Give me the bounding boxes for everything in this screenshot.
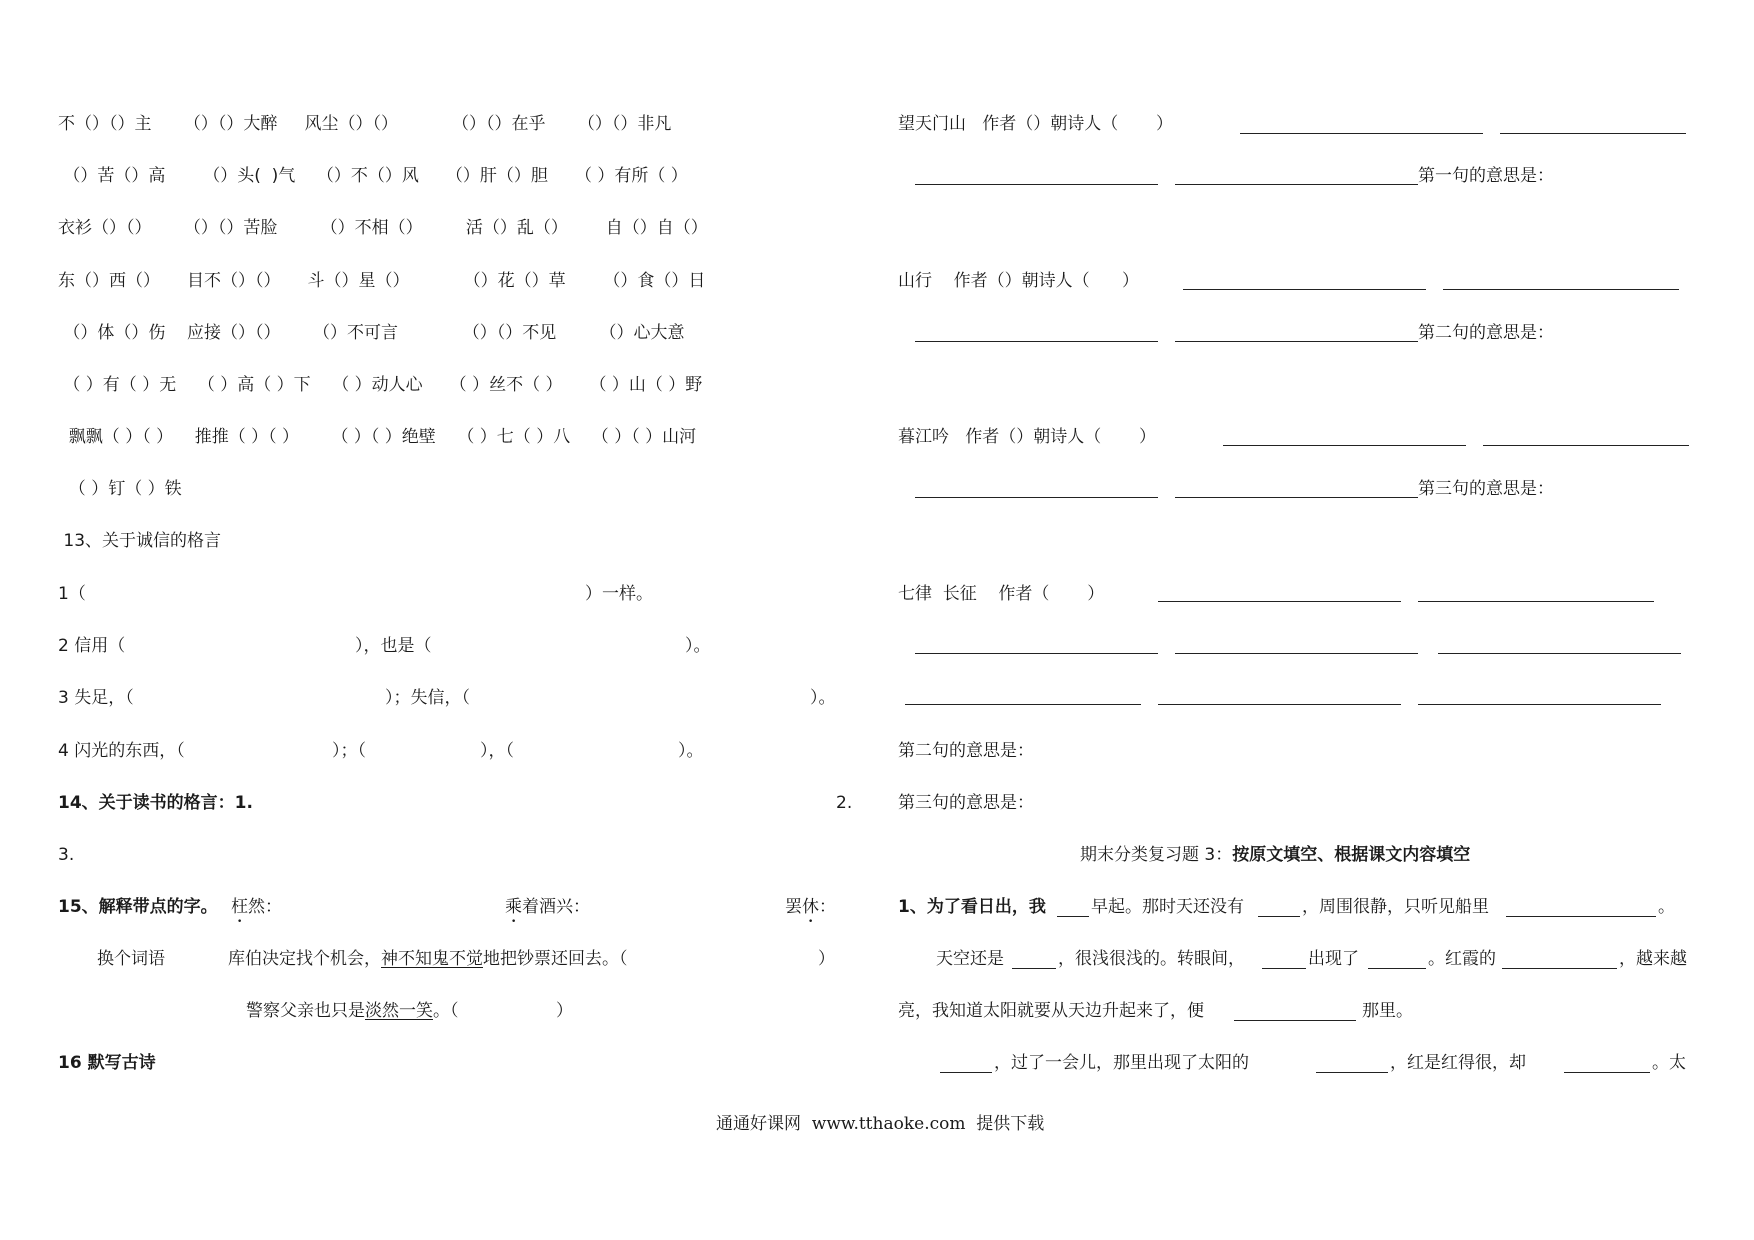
blank-line bbox=[1057, 916, 1089, 917]
idiom-row-6: （ ）有（ ）无 （ ）高（ ）下 （ ）动人心 （ ）丝不（ ） （ ）山（ ）野 bbox=[58, 375, 703, 395]
review-line-3-a: 亮，我知道太阳就要从天边升起来了，便 bbox=[898, 1001, 1204, 1021]
q13-line4-close: ）。 bbox=[678, 741, 704, 761]
answer-line bbox=[915, 653, 1158, 654]
footer-credit: 通通好课网 www.tthaoke.com 提供下载 bbox=[716, 1114, 1045, 1134]
dotted-char: 乘 bbox=[505, 897, 522, 917]
idiom-row-8: （ ）钉（ ）铁 bbox=[58, 479, 182, 499]
review-line-2-d: 。红霞的 bbox=[1428, 949, 1496, 969]
q13-line1-close: ）一样。 bbox=[585, 584, 653, 604]
review-line-4-a: ，过了一会儿，那里出现了太阳的 bbox=[994, 1053, 1249, 1073]
q14-number-2: 2. bbox=[836, 793, 853, 813]
q13-line1-open: 1（ bbox=[58, 584, 86, 604]
review-line-2-a: 天空还是 bbox=[936, 949, 1004, 969]
answer-line bbox=[1175, 341, 1418, 342]
review-title: 期末分类复习题 3：按原文填空、根据课文内容填空 bbox=[1080, 845, 1471, 865]
blank-line bbox=[1502, 968, 1617, 969]
underlined-phrase: 淡然一笑 bbox=[365, 1001, 433, 1021]
idiom-row-1: 不（）（）主 （）（）大醉 风尘（）（） （）（）在乎 （）（）非凡 bbox=[58, 114, 672, 134]
q15-sentence-2: 警察父亲也只是淡然一笑。（ bbox=[246, 1001, 459, 1021]
q13-line3-close: ）。 bbox=[810, 688, 836, 708]
q13-line4-b: ）；（ bbox=[332, 741, 366, 761]
idiom-row-3: 衣衫（）（） （）（）苦脸 （）不相（） 活（）乱（） 自（）自（） bbox=[58, 218, 708, 238]
answer-line bbox=[1500, 133, 1686, 134]
answer-line bbox=[1158, 601, 1401, 602]
poem-4-meaning-3: 第三句的意思是： bbox=[898, 793, 1034, 813]
answer-line bbox=[1223, 445, 1466, 446]
review-line-3-b: 那里。 bbox=[1362, 1001, 1413, 1021]
blank-line bbox=[1262, 968, 1306, 969]
q13-line4-c: ），（ bbox=[480, 741, 514, 761]
answer-line bbox=[1158, 704, 1401, 705]
dotted-char: 枉 bbox=[231, 897, 248, 917]
answer-line bbox=[1483, 445, 1689, 446]
answer-line bbox=[1438, 653, 1681, 654]
q15-sentence-1-close: ） bbox=[818, 949, 835, 969]
answer-line bbox=[1175, 184, 1418, 185]
q15-word-1: 枉然： bbox=[231, 897, 282, 917]
poem-2-header: 山行 作者（）朝诗人（ ） bbox=[898, 271, 1140, 291]
review-line-2-e: ，越来越 bbox=[1619, 949, 1687, 969]
idiom-row-5: （）体（）伤 应接（）（） （）不可言 （）（）不见 （）心大意 bbox=[58, 323, 685, 343]
underlined-phrase: 神不知鬼不觉 bbox=[381, 949, 483, 969]
blank-line bbox=[1564, 1072, 1650, 1073]
blank-line bbox=[1012, 968, 1056, 969]
answer-line bbox=[1240, 133, 1483, 134]
poem-3-meaning: 第三句的意思是： bbox=[1418, 479, 1554, 499]
answer-line bbox=[1175, 497, 1418, 498]
q13-line4-open: 4 闪光的东西，（ bbox=[58, 741, 185, 761]
poem-4-header: 七律 长征 作者（ ） bbox=[898, 584, 1105, 604]
idiom-row-7: 飘飘（ ）（ ） 推推（ ）（ ） （ ）（ ）绝壁 （ ）七（ ）八 （ ）（ ）山河 bbox=[58, 427, 697, 447]
q13-line3-open: 3 失足，（ bbox=[58, 688, 134, 708]
answer-line bbox=[1418, 601, 1654, 602]
answer-line bbox=[915, 184, 1158, 185]
q13-line2-open: 2 信用（ bbox=[58, 636, 126, 656]
q16-title: 16 默写古诗 bbox=[58, 1053, 156, 1073]
review-line-4-b: ，红是红得很，却 bbox=[1390, 1053, 1526, 1073]
q15-word-3: 罢休： bbox=[785, 897, 836, 917]
blank-line bbox=[1258, 916, 1300, 917]
answer-line bbox=[1183, 289, 1426, 290]
q15-word-2: 乘着酒兴： bbox=[505, 897, 590, 917]
blank-line bbox=[1234, 1020, 1356, 1021]
review-line-1-b: 早起。那时天还没有 bbox=[1091, 897, 1244, 917]
answer-line bbox=[915, 497, 1158, 498]
q13-title: 13、关于诚信的格言 bbox=[58, 531, 222, 551]
poem-3-header: 暮江吟 作者（）朝诗人（ ） bbox=[898, 427, 1157, 447]
q13-line3-mid: ）；失信，（ bbox=[385, 688, 470, 708]
dotted-char: 休 bbox=[802, 897, 819, 917]
answer-line bbox=[1418, 704, 1661, 705]
q15-swap-label: 换个词语 bbox=[97, 949, 165, 969]
blank-line bbox=[1506, 916, 1656, 917]
poem-1-meaning: 第一句的意思是： bbox=[1418, 166, 1554, 186]
q14-number-3: 3. bbox=[58, 845, 75, 865]
answer-line bbox=[905, 704, 1141, 705]
answer-line bbox=[1443, 289, 1679, 290]
blank-line bbox=[1316, 1072, 1388, 1073]
idiom-row-4: 东（）西（） 目不（）（） 斗（）星（） （）花（）草 （）食（）日 bbox=[58, 271, 706, 291]
review-line-1-c: ，周围很静，只听见船里 bbox=[1302, 897, 1489, 917]
blank-line bbox=[940, 1072, 992, 1073]
answer-line bbox=[915, 341, 1158, 342]
review-line-2-c: 出现了 bbox=[1308, 949, 1359, 969]
review-line-1-d: 。 bbox=[1658, 897, 1675, 917]
q15-sentence-2-close: ） bbox=[556, 1001, 573, 1021]
poem-4-meaning-2: 第二句的意思是： bbox=[898, 741, 1034, 761]
poem-1-header: 望天门山 作者（）朝诗人（ ） bbox=[898, 114, 1174, 134]
answer-line bbox=[1175, 653, 1418, 654]
q13-line2-mid: ），也是（ bbox=[355, 636, 432, 656]
q13-line2-close: ）。 bbox=[685, 636, 711, 656]
poem-2-meaning: 第二句的意思是： bbox=[1418, 323, 1554, 343]
review-line-2-b: ，很浅很浅的。转眼间， bbox=[1058, 949, 1245, 969]
q14-title: 14、关于读书的格言：1. bbox=[58, 793, 253, 813]
q15-sentence-1: 库伯决定找个机会，神不知鬼不觉地把钞票还回去。（ bbox=[228, 949, 628, 969]
review-line-4-c: 。太 bbox=[1652, 1053, 1686, 1073]
q15-label: 15、解释带点的字。 bbox=[58, 897, 218, 917]
blank-line bbox=[1368, 968, 1426, 969]
idiom-row-2: （）苦（）高 （）头( )气 （）不（）风 （）肝（）胆 （ ）有所（ ） bbox=[58, 166, 688, 186]
review-line-1-a: 1、为了看日出，我 bbox=[898, 897, 1046, 917]
